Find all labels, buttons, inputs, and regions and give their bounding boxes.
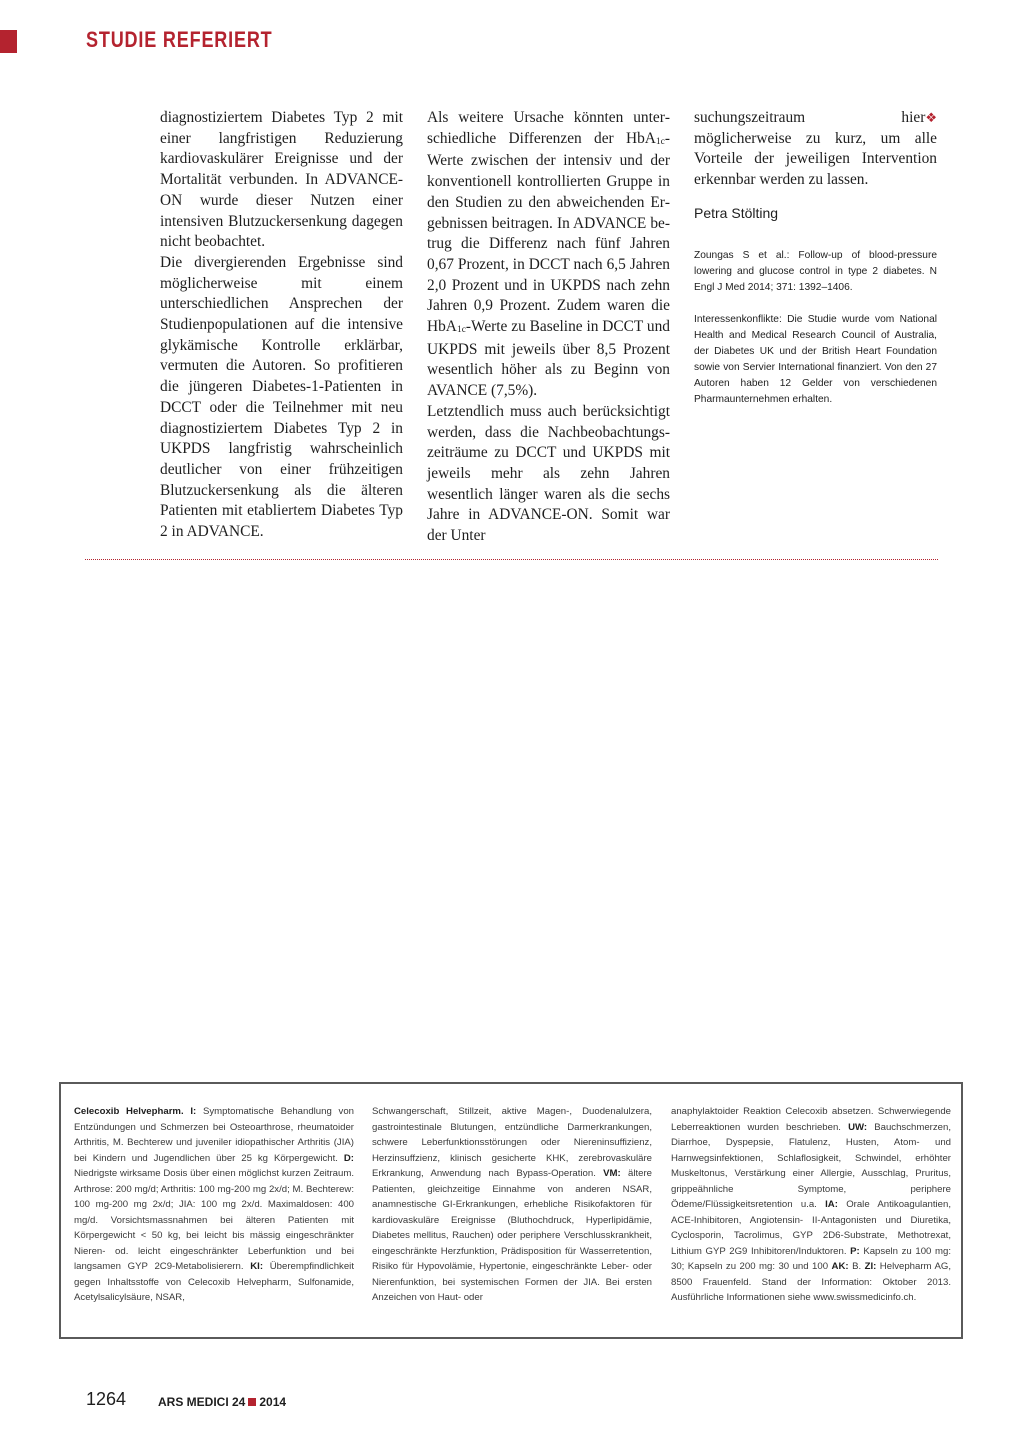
section-color-marker [0, 30, 17, 53]
paragraph: Die divergierenden Ergebnisse sind möglicherweise mit einem unterschiedlichen Ansprechen der Studienpopulationen auf die intensive glykämische Kontrolle erklärbar, vermuten die Autoren. So profitieren die jüngeren Diabetes-1-Patienten in DCCT oder die Teilnehmer mit neu diagnostiziertem Diabetes Typ 2 in UKPDS langfristig wahrscheinlich deutlicher von einer frühzeitigen Blutzuckersenkung als die älteren Patienten mit etabliertem Diabetes Typ 2 in ADVANCE. [160, 253, 403, 541]
drug-info-column-1: Celecoxib Helvepharm. I: Symptomatische Behandlung von Entzündungen und Schmerzen bei Osteoarthrose, rheumatoider Arthritis, M. Bechterew und juveniler idiopathischer Arthritis (JIA) bei Kindern und Jugendlichen über 25 kg Körpergewicht. D: Niedrigste wirksame Dosis über einen möglichst kurzen Zeitraum. Arthrose: 200 mg/d; Arthritis: 100 mg-200 mg 2x/d; M. Bechterew: 100 mg-200 mg 2x/d; JIA: 100 mg 2x/d. Maximaldosen: 400 mg/d. Vorsichtsmassnahmen bei älteren Patienten mit Körpergewicht < 50 kg, bei leicht bis mässig eingeschränkter Nieren- od. leicht eingeschränkter Leberfunktion und bei langsamen GYP 2C9-Metabolisierern. KI: Überempfindlichkeit gegen Inhaltsstoffe von Celecoxib Helvepharm, Sulfonamide, Acetylsalicylsäure, NSAR, [74, 1106, 354, 1303]
subscript: 1c [456, 325, 466, 336]
drug-info-box [59, 1082, 963, 1339]
paragraph: Letztendlich muss auch berücksichtigt werden, dass die Nachbeobachtungszeiträume zu DCCT und UKPDS mit jeweils mehr als zehn Jahren wesentlich länger waren als die sechs Jahre in ADVANCE-ON. Somit war der Unter [427, 402, 670, 545]
article-column-3 [694, 108, 937, 424]
separator-square-icon [248, 1398, 256, 1406]
paragraph: Als weitere Ursache könnten unterschiedliche Differenzen der HbA1c-Werte zwischen der intensiv und der konventionell kontrollierten Gruppe in den Studien zu den abweichenden Ergebnissen beitragen. In ADVANCE betrug die Differenz nach fünf Jahren 0,67 Prozent, in DCCT nach 6,5 Jahren 2,0 Prozent und in UKPDS nach zehn Jahren 0,9 Prozent. Zudem waren die HbA1c-Werte zu Baseline in DCCT und UKPDS mit jeweils über 8,5 Prozent wesentlich höher als zu Beginn von AVANCE (7,5%). [427, 109, 670, 400]
end-of-article-icon: ❖ [925, 110, 937, 125]
article-column-1 [160, 108, 403, 543]
drug-info-column-2: Schwangerschaft, Stillzeit, aktive Magen-, Duodenalulzera, gastrointestinale Blutungen, entzündliche Darmerkrankungen, schwere Leberfunktionsstörungen oder Niereninsuffizienz, Herzinsuffzienz, klinisch gesicherte KHK, zerebrovaskuläre Erkrankung, Anwendung nach Bypass-Operation. VM: ältere Patienten, gleichzeitige Einnahme von anderen NSAR, anamnestische GI-Erkrankungen, erhebliche Risikofaktoren für kardiovaskuläre Ereignisse (Bluthochdruck, Hyperlipidämie, Diabetes mellitus, Rauchen) oder periphere Verschlusskrankheit, eingeschränkte Herzfunktion, Prädisposition für Wasserretention, Risiko für Hypovolämie, Hypertonie, eingeschränkte Leber- oder Nierenfunktion, bei systemischen Formen der JIA. Bei ersten Anzeichen von Haut- oder [372, 1106, 653, 1303]
section-title: STUDIE REFERIERT [86, 27, 273, 52]
drug-info-column-3: anaphylaktoider Reaktion Celecoxib absetzen. Schwerwiegende Leberreaktionen wurden beschrieben. UW: Bauchschmerzen, Diarrhoe, Dyspepsie, Flatulenz, Husten, Atom- und Harnwegsinfektionen, Schlaflosigkeit, Schwindel, erhöhter Muskeltonus, Verstärkung einer Allergie, Ausschlag, Pruritus, grippeähnliche Symptome, periphere Ödeme/Flüssigkeitsretention u.a. IA: Orale Antikoagulantien, ACE-Inhibitoren, Angiotensin- II-Antagonisten und Diuretika, Cyclosporin, Tacrolimus, GYP 2D6-Substrate, Methotrexat, Lithium GYP 2G9 Inhibitoren/Induktoren. P: Kapseln zu 100 mg: 30; Kapseln zu 200 mg: 30 und 100 AK: B. ZI: Helvepharm AG, 8500 Frauenfeld. Stand der Information: Oktober 2013. Ausführliche Informationen siehe www.swissmedicinfo.ch. [671, 1106, 951, 1303]
conflicts-of-interest: Interessenkonflikte: Die Studie wurde vom National Health and Medical Research Council of Australia, der Diabetes UK und der British Heart Foundation sowie von Servier International finanziert. Von den 27 Autoren haben 12 Gelder von verschiedenen Pharmaunternehmen erhalten. [694, 313, 937, 405]
paragraph: ❖ suchungszeitraum hier möglicherweise zu kurz, um alle Vorteile der jeweiligen Intervention erkennbar werden zu lassen. [694, 109, 937, 189]
section-divider [85, 559, 938, 560]
magazine-issue: ARS MEDICI 24 2014 [158, 1395, 287, 1409]
subscript: 1c [655, 136, 665, 147]
paragraph: diagnostiziertem Diabetes Typ 2 mit einer langfristigen Reduzierung kardiovaskulärer Ereignisse und der Mortalität verbunden. In ADVANCE-ON wurde dieser Nutzen einer intensiven Blutzuckersenkung dagegen nicht beobachtet. [160, 109, 403, 251]
author-name: Petra Stölting [694, 204, 779, 221]
reference-citation: Zoungas S et al.: Follow-up of blood-pressure lowering and glucose control in type 2 diabetes. N Engl J Med 2014; 371: 1392–1406. [694, 249, 937, 293]
article-column-2 [427, 108, 670, 547]
page-number: 1264 [86, 1389, 127, 1409]
